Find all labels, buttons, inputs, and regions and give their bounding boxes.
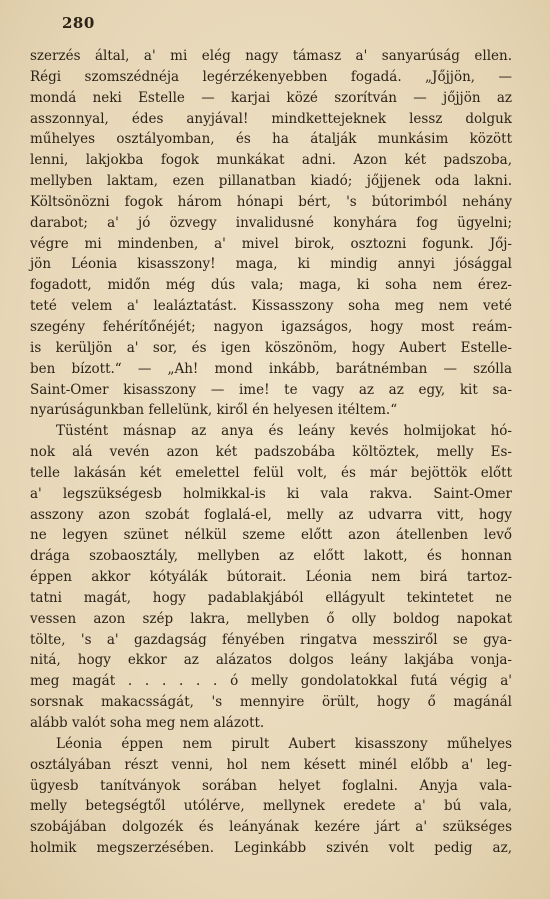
text-line: asszony azon szobát foglalá-el, melly az udvarra vitt, hogy (30, 506, 512, 523)
text-line: is kerüljön a' sor, és igen köszönöm, hogy Aubert Estelle- (30, 339, 512, 356)
text-line: darabot; a' jó özvegy invalidusné konyhára fog ügyelni; (30, 214, 512, 231)
text-line: Régi szomszédnéja legérzékenyebben fogadá. „Jőjjön, — (30, 68, 512, 85)
text-line: nitá, hogy ekkor az alázatos dolgos leány lakjába vonja- (30, 652, 512, 669)
text-line: végre mi mindenben, a' mivel birok, osztozni fogunk. Jőj- (30, 235, 512, 252)
text-line: Költsönözni fogok három hónapi bért, 's bútorimból nehány (30, 193, 512, 210)
text-line: teté velem a' lealáztatást. Kissasszony soha meg nem veté (30, 298, 512, 315)
text-line: a' legszükségesb holmikkal-is ki vala rakva. Saint-Omer (30, 485, 512, 502)
text-line: nok alá vevén azon két padszobába költöztek, melly Es- (30, 444, 512, 461)
text-line: fogadott, midőn még dús vala; maga, ki soha nem érez- (30, 277, 512, 294)
text-line: nyarúságunkban fellelünk, kiről én helyesen itéltem.“ (30, 402, 398, 419)
text-line: ben bízott.“ — „Ah! mond inkább, barátnémban — szólla (30, 360, 512, 377)
text-line: holmik megszerzésében. Leginkább szivén volt pedig az, (30, 840, 512, 857)
text-line: ügyesb tanítványok sorában helyet foglalni. Anyja vala- (30, 777, 512, 794)
text-line: lenni, lakjokba fogok munkákat adni. Azon két padszoba, (30, 152, 512, 169)
page-number: 280 (62, 14, 95, 32)
text-line: tölte, 's a' gazdagság fényében ringatva messziről se gya- (30, 631, 512, 648)
text-line: Léonia éppen nem pirult Aubert kisasszony műhelyes (56, 735, 512, 752)
text-line: szerzés által, a' mi elég nagy támasz a' sanyarúság ellen. (30, 48, 512, 64)
text-line: alább valót soha meg nem alázott. (30, 715, 265, 731)
text-line: Saint-Omer kisasszony — ime! te vagy az az egy, kit sa- (30, 381, 512, 398)
text-line: műhelyes osztályomban, és ha átalják munkásim között (30, 131, 512, 148)
body-text (30, 46, 512, 859)
text-line: meg magát . . . . . . ó melly gondolatokkal futá végig a' (30, 673, 512, 690)
text-line: jön Léonia kisasszony! maga, ki mindig annyi jósággal (30, 256, 512, 273)
text-line: sorsnak makacsságát, 's mennyire örült, hogy ő magánál (30, 694, 512, 711)
text-line: szegény fehérítőnéjét; nagyon igazságos, hogy most reám- (30, 318, 512, 335)
text-line: melly betegségtől utólérve, mellynek eredete a' bú vala, (30, 798, 512, 815)
text-line: szobájában dolgozék és leányának kezére járt a' szükséges (30, 819, 512, 836)
text-line: asszonnyal, édes anyjával! mindkettejeknek lessz dolguk (30, 110, 512, 127)
text-line: vessen azon szép lakra, mellyben ő olly boldog napokat (30, 610, 512, 627)
text-line: ne legyen szünet nélkül szeme előtt azon átellenben levő (30, 527, 512, 544)
text-line: mondá neki Estelle — karjai közé szorítván — jőjjön az (30, 89, 512, 106)
text-line: tatni magát, hogy padablakjából ellágyult tekintetet ne (30, 589, 512, 606)
text-line: drága szobaosztály, mellyben az előtt lakott, és honnan (30, 548, 512, 565)
text-line: osztályában részt venni, hol nem késett minél előbb a' leg- (30, 756, 512, 773)
text-line: Tüstént másnap az anya és leány kevés holmijokat hó- (56, 423, 512, 440)
text-line: éppen akkor kótyálák bútorait. Léonia nem birá tartoz- (30, 569, 512, 586)
text-line: telle lakásán két emelettel felül volt, és már bejöttök előtt (30, 464, 512, 481)
text-line: mellyben laktam, ezen pillanatban kiadó; jőjjenek oda lakni. (30, 173, 512, 190)
